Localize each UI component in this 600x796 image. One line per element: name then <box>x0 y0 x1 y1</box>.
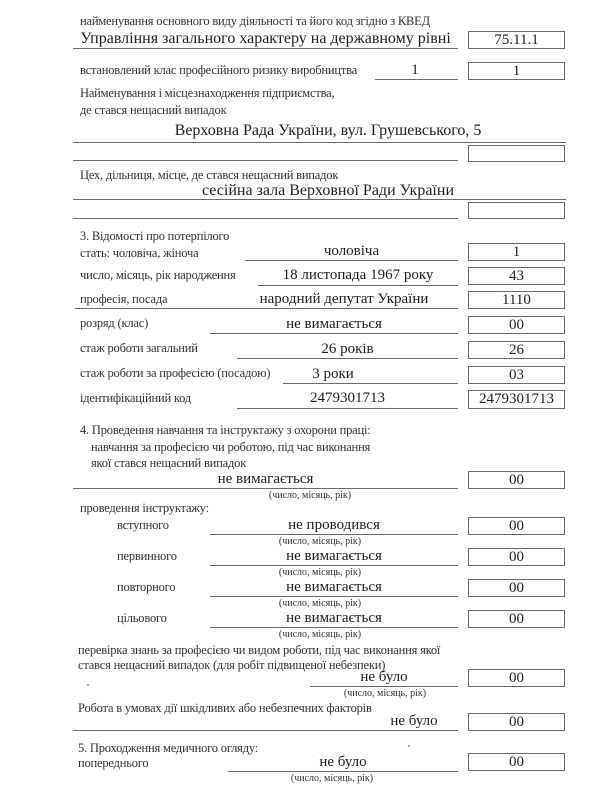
briefing-repeated-value: не вимагається <box>286 579 382 595</box>
knowledge-check-label-1: перевірка знань за професією чи видом роботи, під час виконання якої <box>78 643 441 657</box>
briefing-introductory-value: не проводився <box>288 517 380 533</box>
risk-class-label: встановлений клас професійного ризику виробництва <box>80 63 358 77</box>
training-code-box: 00 <box>468 471 565 489</box>
scan-speck <box>87 684 89 686</box>
preliminary-exam-caption: (число, місяць, рік) <box>290 773 374 784</box>
total-experience-code-box: 26 <box>468 341 565 359</box>
preliminary-exam-code-box: 00 <box>468 753 565 771</box>
briefing-repeated-label: повторного <box>117 580 176 594</box>
hazard-value: не було <box>390 713 438 729</box>
enterprise-label-1: Найменування і місцезнаходження підприємства, <box>80 86 335 100</box>
total-experience-underline <box>237 358 458 359</box>
profession-value: народний депутат України <box>259 291 429 307</box>
birthdate-label: число, місяць, рік народження <box>80 268 236 282</box>
grade-underline <box>210 333 458 334</box>
briefing-introductory-code-box: 00 <box>468 517 565 535</box>
risk-class-value: 1 <box>411 62 419 78</box>
enterprise-underline-2 <box>73 160 458 161</box>
briefing-primary-underline <box>210 565 458 566</box>
section4-title: 4. Проведення навчання та інструктажу з охорони праці: <box>80 423 371 437</box>
grade-value: не вимагається <box>286 316 382 332</box>
briefing-targeted-caption: (число, місяць, рік) <box>278 629 362 640</box>
profession-label: професія, посада <box>80 292 168 306</box>
id-code-underline <box>237 408 458 409</box>
profession-experience-underline <box>283 383 458 384</box>
training-label-1: навчання за професією чи роботою, під час виконання <box>91 440 371 454</box>
section5-title: 5. Проходження медичного огляду: <box>78 741 259 755</box>
knowledge-check-underline <box>310 686 458 687</box>
grade-code-box: 00 <box>468 316 565 334</box>
hazard-label: Робота в умовах дії шкідливих або небезпечних факторів <box>78 701 372 715</box>
section3-title: 3. Відомості про потерпілого <box>80 229 230 243</box>
scan-speck <box>408 745 410 747</box>
hazard-code-box: 00 <box>468 713 565 731</box>
briefing-primary-value: не вимагається <box>286 548 382 564</box>
profession-experience-value: 3 роки <box>312 366 354 382</box>
location-value: сесійна зала Верховної Ради України <box>201 182 454 199</box>
briefing-repeated-code-box: 00 <box>468 579 565 597</box>
enterprise-label-2: де стався нещасний випадок <box>80 103 227 117</box>
preliminary-exam-label: попереднього <box>78 756 149 770</box>
briefing-targeted-underline <box>210 627 458 628</box>
birthdate-value: 18 листопада 1967 року <box>282 267 434 283</box>
knowledge-check-caption: (число, місяць, рік) <box>343 688 427 699</box>
briefing-targeted-code-box: 00 <box>468 610 565 628</box>
location-code-box <box>468 202 565 219</box>
briefing-introductory-underline <box>210 534 458 535</box>
profession-experience-label: стаж роботи за професією (посадою) <box>80 366 271 380</box>
briefing-targeted-label: цільового <box>117 611 167 625</box>
hazard-underline <box>73 730 458 731</box>
knowledge-check-label-2: стався нещасний випадок (для робіт підвищеної небезпеки) <box>78 658 386 672</box>
knowledge-check-code-box: 00 <box>468 669 565 687</box>
location-underline-2 <box>73 218 458 219</box>
enterprise-code-box <box>468 145 565 162</box>
enterprise-underline <box>73 142 566 143</box>
briefing-introductory-label: вступного <box>117 518 169 532</box>
birthdate-underline <box>258 285 458 286</box>
training-value: не вимагається <box>217 471 314 487</box>
grade-label: розряд (клас) <box>80 316 149 330</box>
risk-class-code-box: 1 <box>468 62 565 80</box>
location-underline <box>73 199 566 200</box>
briefing-introductory-caption: (число, місяць, рік) <box>278 536 362 547</box>
sex-underline <box>245 260 458 261</box>
briefing-primary-code-box: 00 <box>468 548 565 566</box>
profession-underline <box>75 308 458 309</box>
knowledge-check-value: не було <box>360 669 408 685</box>
training-date-caption: (число, місяць, рік) <box>268 490 352 501</box>
risk-class-underline <box>375 79 458 80</box>
id-code-label: ідентифікаційний код <box>80 391 191 405</box>
briefing-targeted-value: не вимагається <box>286 610 382 626</box>
profession-code-box: 1110 <box>468 291 565 309</box>
birthdate-code-box: 43 <box>468 267 565 285</box>
id-code-value: 2479301713 <box>310 390 385 406</box>
sex-code-box: 1 <box>468 243 565 261</box>
briefing-repeated-underline <box>210 596 458 597</box>
kved-underline <box>73 48 458 49</box>
sex-value: чоловіча <box>323 243 380 259</box>
location-label: Цех, дільниця, місце, де стався нещасний випадок <box>80 168 339 182</box>
briefing-primary-caption: (число, місяць, рік) <box>278 567 362 578</box>
briefing-primary-label: первинного <box>117 549 177 563</box>
briefing-repeated-caption: (число, місяць, рік) <box>278 598 362 609</box>
enterprise-value: Верховна Рада України, вул. Грушевського, 5 <box>174 122 482 139</box>
total-experience-value: 26 років <box>321 341 374 357</box>
briefing-label: проведення інструктажу: <box>80 501 209 515</box>
profession-experience-code-box: 03 <box>468 366 565 384</box>
preliminary-exam-underline <box>228 771 458 772</box>
preliminary-exam-value: не було <box>319 754 367 770</box>
kved-label: найменування основного виду діяльності та його код згідно з КВЕД <box>80 14 430 28</box>
total-experience-label: стаж роботи загальний <box>80 341 198 355</box>
id-code-box: 2479301713 <box>468 390 565 409</box>
kved-code-box: 75.11.1 <box>468 31 565 49</box>
sex-label: стать: чоловіча, жіноча <box>80 246 199 260</box>
training-label-2: якої стався нещасний випадок <box>91 456 247 470</box>
training-underline <box>73 488 458 489</box>
kved-value: Управління загального характеру на державному рівні <box>80 30 451 47</box>
